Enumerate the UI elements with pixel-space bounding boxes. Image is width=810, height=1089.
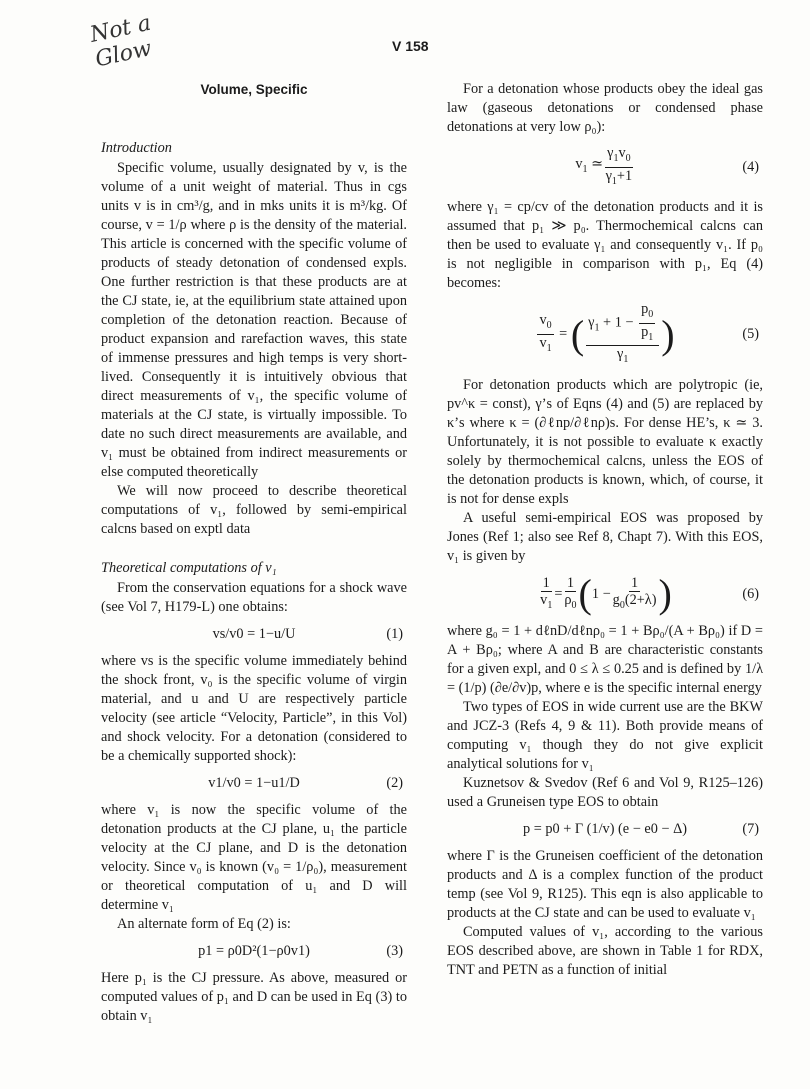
paragraph: where γ₁ = cp/cv of the detonation products and it is assumed that p₁ ≫ p₀. Thermochemical calcns can then be used to evaluate γ₁ and consequently v₁. If p₀ is not negligible in comparison with p₁, Eq (4) becomes:	[447, 198, 763, 291]
equation-1	[101, 625, 407, 644]
paragraph: Here p₁ is the CJ pressure. As above, measured or computed values of p₁ and D can be used in Eq (3) to obtain v₁	[101, 970, 407, 1024]
equation-number: (5)	[742, 326, 759, 342]
paragraph: For a detonation whose products obey the ideal gas law (gaseous detonations or condensed phase detonations at very low ρ₀):	[447, 81, 763, 135]
equation-number: (1)	[386, 626, 403, 642]
equation-number: (2)	[386, 775, 403, 791]
paragraph: Kuznetsov & Svedov (Ref 6 and Vol 9, R125–126) used a Gruneisen type EOS to obtain	[447, 775, 763, 811]
equation-number: (7)	[742, 821, 759, 838]
paragraph: where Γ is the Gruneisen coefficient of the detonation products and Δ is a complex function of the product temp (see Vol 9, R125). This eqn is also applicable to products at the CJ state and can be used to evaluate v₁	[447, 848, 763, 922]
page-number: V 158	[392, 38, 429, 54]
paragraph: Two types of EOS in wide current use are the BKW and JCZ-3 (Refs 4, 9 & 11). Both provide means of computing v₁ though they do not give explicit analytical solutions for v₁	[447, 699, 763, 773]
paragraph: where v₁ is now the specific volume of the detonation products at the CJ plane, u₁ the particle velocity at the CJ plane, and D is the detonation velocity. Since v₀ is known (v₀ = 1/ρ₀), measurement or theoretical computation of u₁ and D will determine v₁	[101, 802, 407, 913]
equation-4: $v_1$ ≃ $\frac{\gamma_1v_0}{\gamma_1+1}$ (4)	[575, 145, 759, 187]
equation-7	[447, 820, 763, 839]
article-title: Volume, Specific	[200, 82, 308, 97]
equation-7-body: p = p0 + Γ (1/v) (e − e0 − Δ)	[522, 821, 688, 838]
equation-number: (4)	[742, 158, 759, 175]
equation-3	[101, 942, 407, 961]
equation-2	[101, 774, 407, 793]
paragraph: where vs is the specific volume immediately behind the shock front, v₀ is the specific volume of virgin material, and u and U are respectively particle velocity (see article “Velocity, Particle”, in this Vol) and shock velocity. For a detonation (considered to be a chemically supported shock):	[101, 653, 407, 764]
paragraph: We will now proceed to describe theoretical computations of v₁, followed by semi-empirical calcns based on exptl data	[101, 483, 407, 537]
equation-5: $\frac{v_0}{v_1}$ = ( $\gamma_1 + 1$ − $\frac{p_0}{p_1}$ $\gamma_1$ ) (5)	[539, 300, 759, 366]
paragraph: An alternate form of Eq (2) is:	[117, 916, 291, 932]
paragraph: Computed values of v₁, according to the various EOS described above, are shown in Table 1 for RDX, TNT and PETN as a function of initial	[447, 924, 763, 979]
paragraph: Specific volume, usually designated by v, is the volume of a unit weight of material. Thus in cgs units v is in cm³/g, and in mks units it is m³/kg. Of course, v = 1/ρ where ρ is the density of the material. This article is concerned with the specific volume of products of steady detonation of condensed expls. One further restriction is that these products are at the CJ state, ie, at the equilibrium state attained upon completion of the detonation reaction. Because of product expansion and rarefaction waves, this state of immense pressures and high temps is very short-lived. Consequently it is intuitively obvious that direct measurements of v₁, the specific volume of materials at the CJ state, is virtually impossible. To date no such direct measurements are available, and v₁ must be obtained from indirect measurements or else computed theoretically	[101, 160, 407, 480]
handwritten-note: Not a Glow	[87, 10, 154, 73]
left-column	[101, 80, 407, 1026]
equation-2-body: v1/v0 = 1−u1/D	[208, 775, 300, 791]
equation-1-body: vs/v0 = 1−u/U	[212, 626, 296, 642]
section-heading-theoretical: Theoretical computations of v₁	[101, 560, 277, 576]
paragraph: From the conservation equations for a shock wave (see Vol 7, H179-L) one obtains:	[101, 580, 407, 615]
paragraph: A useful semi-empirical EOS was proposed by Jones (Ref 1; also see Ref 8, Chapt 7). With this EOS, v₁ is given by	[447, 510, 763, 565]
paragraph: For detonation products which are polytropic (ie, pv^κ = const), γ’s of Eqns (4) and (5) are replaced by κ’s where κ = (∂ℓnp/∂ℓnρ)s. For dense HE’s, κ ≃ 3. Unfortunately, it is not possible to evaluate κ exactly solely by thermochemical calcns, unless the EOS of the detonation products is known, which, of course, it is not for dense expls	[447, 377, 763, 508]
equation-6: $\frac{1}{v_1}$ = $\frac{1}{\rho_0}$ ( 1 − $\frac{1}{g_0(2+\lambda)}$ ) (6)	[540, 571, 759, 617]
right-column	[447, 80, 763, 980]
paragraph: where g₀ = 1 + dℓnD/dℓnρ₀ = 1 + Bρ₀/(A + Bρ₀) if D = A + Bρ₀; where A and B are characteristic constants for a given expl, and 0 ≤ λ ≤ 0.25 and is defined by 1/λ = (1/p) (∂e/∂v)p, where e is the specific internal energy	[447, 623, 763, 697]
equation-number: (6)	[742, 585, 759, 602]
equation-3-body: p1 = ρ0D²(1−ρ0v1)	[198, 943, 310, 959]
section-heading-introduction: Introduction	[101, 140, 172, 156]
equation-number: (3)	[386, 943, 403, 959]
